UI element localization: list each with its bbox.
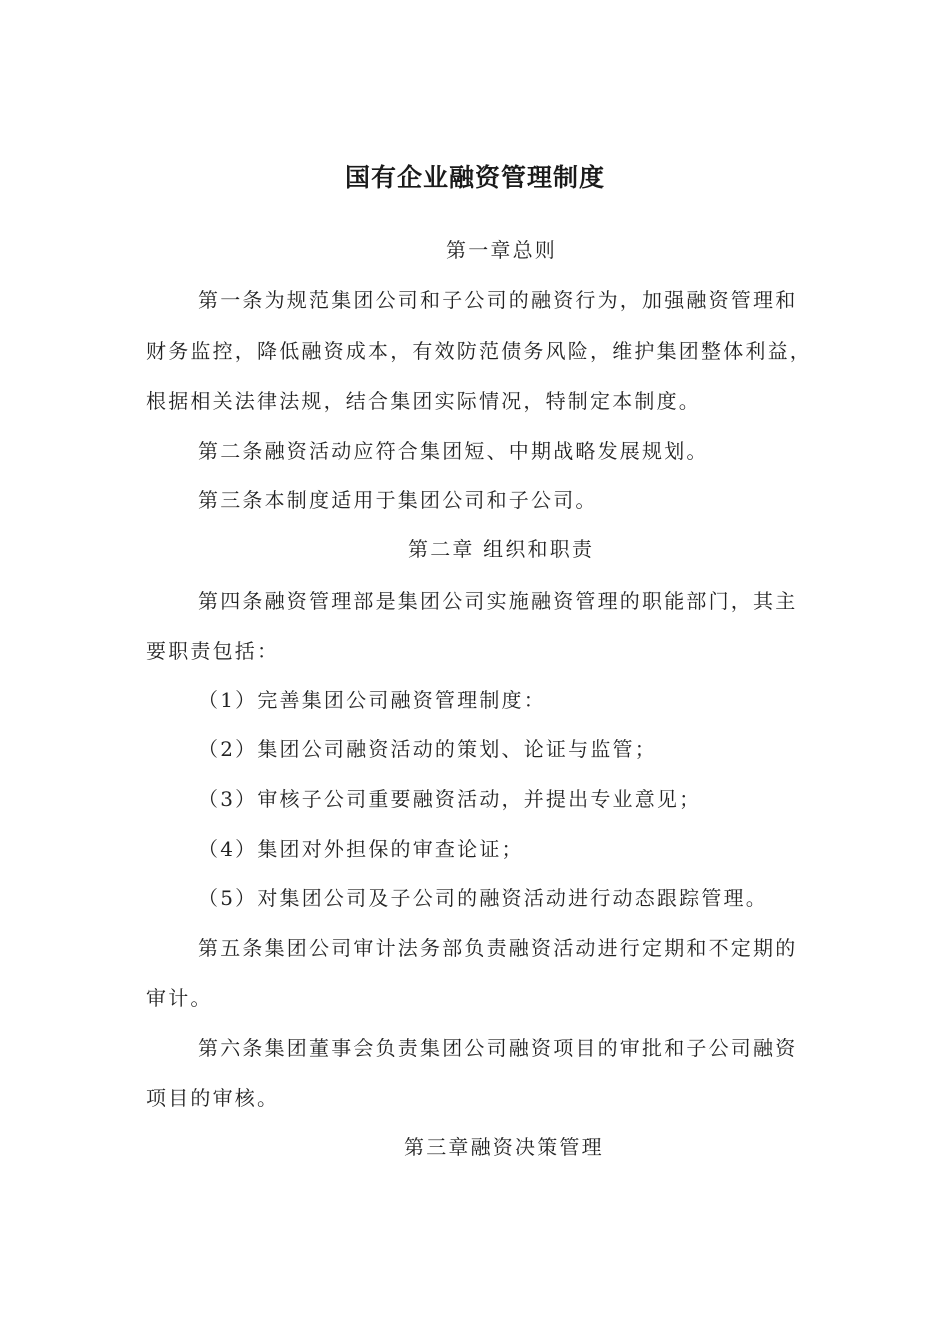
document-title: 国有企业融资管理制度 (344, 163, 605, 192)
list-item-3: （3）审核子公司重要融资活动，并提出专业意见； (198, 787, 702, 811)
article-1-line-3: 根据相关法律法规，结合集团实际情况，特制定本制度。 (146, 389, 701, 413)
article-5-line-2: 审计。 (146, 986, 213, 1010)
article-1-line-1: 第一条为规范集团公司和子公司的融资行为，加强融资管理和 (198, 288, 798, 312)
list-item-1: （1）完善集团公司融资管理制度： (198, 688, 546, 712)
article-1-line-2: 财务监控，降低融资成本，有效防范债务风险，维护集团整体利益， (146, 339, 812, 363)
chapter-heading-2: 第二章 组织和职责 (408, 537, 595, 561)
list-item-5: （5）对集团公司及子公司的融资活动进行动态跟踪管理。 (198, 886, 768, 910)
list-item-2: （2）集团公司融资活动的策划、论证与监管； (198, 737, 657, 761)
article-4-line-1: 第四条融资管理部是集团公司实施融资管理的职能部门，其主 (198, 589, 798, 613)
article-6-line-2: 项目的审核。 (146, 1086, 280, 1110)
article-5-line-1: 第五条集团公司审计法务部负责融资活动进行定期和不定期的 (198, 936, 798, 960)
article-2: 第二条融资活动应符合集团短、中期战略发展规划。 (198, 439, 709, 463)
article-4-line-2: 要职责包括： (146, 639, 280, 663)
chapter-heading-1: 第一章总则 (446, 238, 557, 262)
list-item-4: （4）集团对外担保的审查论证； (198, 837, 524, 861)
article-3: 第三条本制度适用于集团公司和子公司。 (198, 488, 598, 512)
article-6-line-1: 第六条集团董事会负责集团公司融资项目的审批和子公司融资 (198, 1036, 798, 1060)
chapter-heading-3: 第三章融资决策管理 (404, 1135, 604, 1159)
